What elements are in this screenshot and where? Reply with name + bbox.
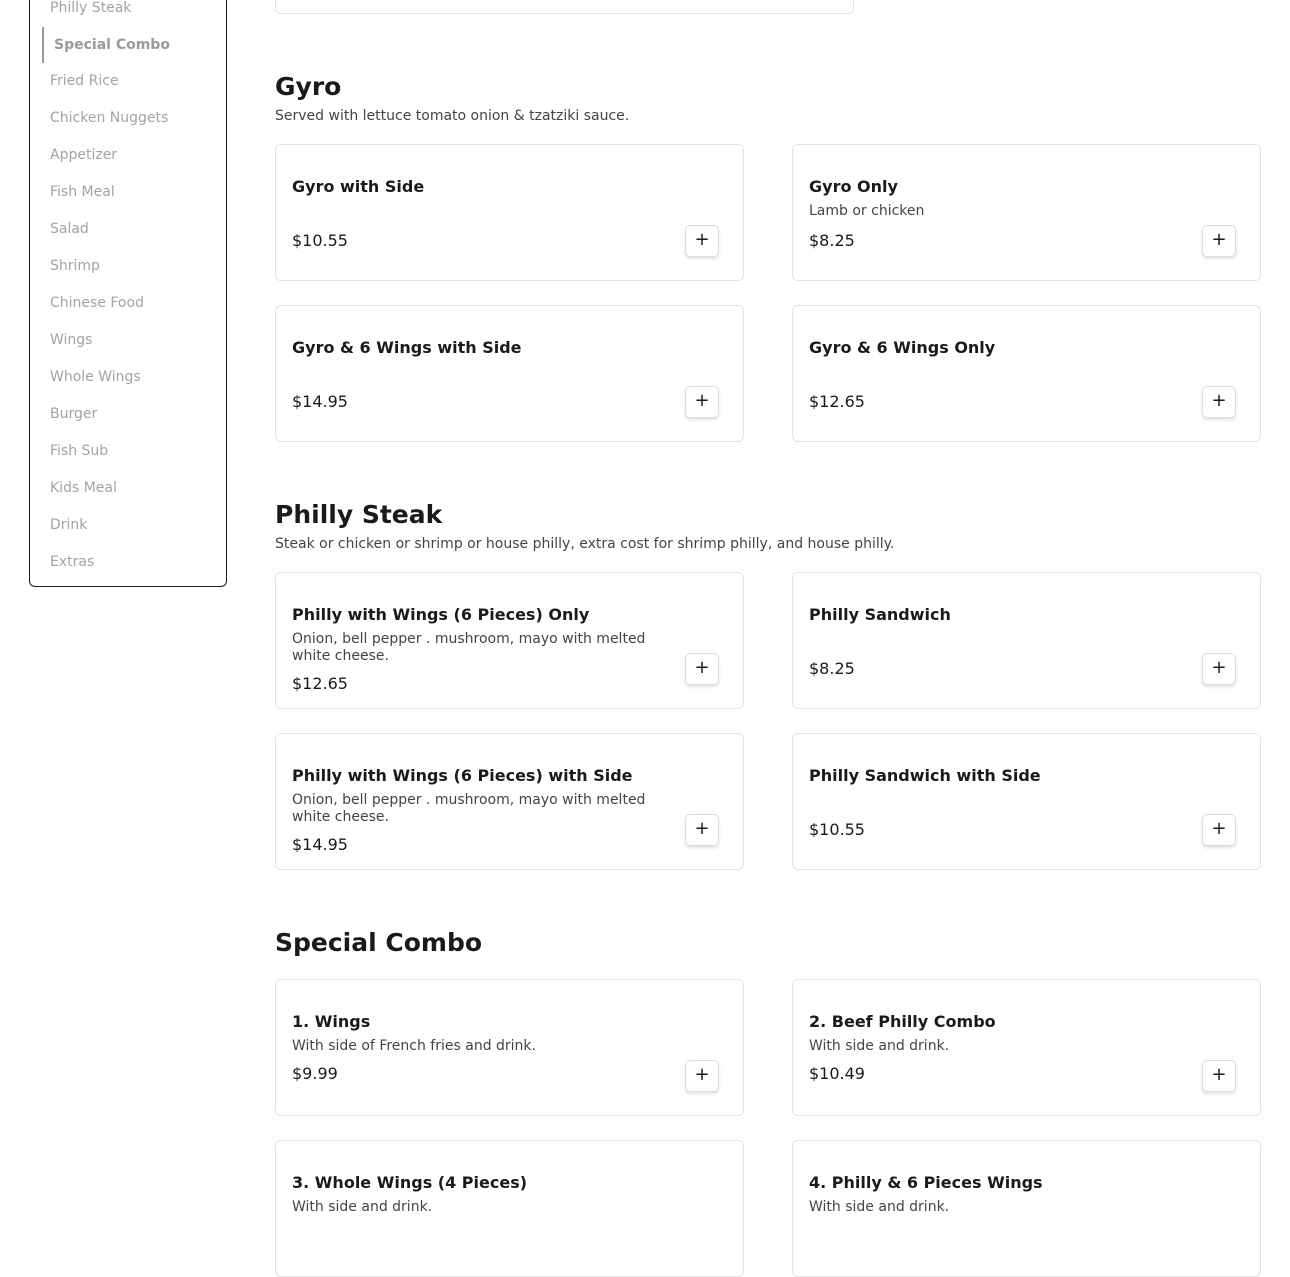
sidebar-item-kids-meal[interactable]: Kids Meal [50, 480, 117, 496]
menu-item-description: With side and drink. [809, 1199, 950, 1215]
add-to-cart-button[interactable]: + [685, 814, 719, 846]
menu-item-description: With side and drink. [292, 1199, 433, 1215]
menu-item-card[interactable] [275, 733, 744, 870]
sidebar-item-extras[interactable]: Extras [50, 554, 95, 570]
sidebar-item-drink[interactable]: Drink [50, 517, 88, 533]
add-to-cart-button[interactable]: + [1202, 814, 1236, 846]
section-title-gyro: Gyro [275, 72, 342, 101]
add-to-cart-button[interactable]: + [685, 386, 719, 418]
menu-item-card[interactable] [792, 305, 1261, 442]
menu-item-card[interactable] [792, 144, 1261, 281]
menu-item-description: Onion, bell pepper . mushroom, mayo with melted white cheese. [292, 792, 646, 825]
menu-item-name: Gyro & 6 Wings with Side [292, 338, 522, 357]
menu-item-card[interactable] [275, 572, 744, 709]
sidebar-item-shrimp[interactable]: Shrimp [50, 258, 100, 274]
category-sidebar [29, 0, 227, 587]
menu-item-name: Gyro & 6 Wings Only [809, 338, 996, 357]
add-to-cart-button[interactable]: + [1202, 1060, 1236, 1092]
menu-item-price: $12.65 [292, 674, 348, 693]
menu-item-price: $14.95 [292, 835, 348, 854]
menu-item-price: $10.55 [292, 231, 348, 250]
menu-item-card[interactable] [792, 1140, 1261, 1277]
menu-item-description: With side of French fries and drink. [292, 1038, 536, 1054]
sidebar-item-philly-steak[interactable]: Philly Steak [50, 0, 132, 16]
sidebar-item-salad[interactable]: Salad [50, 221, 89, 237]
menu-item-price: $10.49 [809, 1064, 865, 1083]
menu-item-card[interactable] [792, 979, 1261, 1116]
section-title-philly-steak: Philly Steak [275, 500, 443, 529]
sidebar-item-burger[interactable]: Burger [50, 406, 98, 422]
menu-item-price: $12.65 [809, 392, 865, 411]
menu-item-name: Gyro Only [809, 177, 898, 196]
menu-item-card[interactable] [275, 0, 854, 14]
menu-item-price: $10.55 [809, 820, 865, 839]
menu-item-name: 1. Wings [292, 1012, 371, 1031]
menu-item-name: Philly with Wings (6 Pieces) with Side [292, 766, 633, 785]
sidebar-item-wings[interactable]: Wings [50, 332, 93, 348]
sidebar-item-chicken-nuggets[interactable]: Chicken Nuggets [50, 110, 169, 126]
menu-item-price: $14.95 [292, 392, 348, 411]
menu-item-price: $8.25 [809, 231, 855, 250]
menu-item-card[interactable] [792, 733, 1261, 870]
menu-item-price: $9.99 [292, 1064, 338, 1083]
add-to-cart-button[interactable]: + [685, 1060, 719, 1092]
menu-item-description: Lamb or chicken [809, 203, 925, 219]
add-to-cart-button[interactable]: + [1202, 386, 1236, 418]
sidebar-item-fish-sub[interactable]: Fish Sub [50, 443, 109, 459]
sidebar-item-special-combo[interactable]: Special Combo [42, 27, 170, 63]
section-title-special-combo: Special Combo [275, 928, 483, 957]
menu-item-card[interactable] [275, 1140, 744, 1277]
menu-item-name: 4. Philly & 6 Pieces Wings [809, 1173, 1043, 1192]
sidebar-item-fish-meal[interactable]: Fish Meal [50, 184, 115, 200]
section-description-gyro: Served with lettuce tomato onion & tzatziki sauce. [275, 108, 630, 124]
menu-item-price: $8.25 [809, 659, 855, 678]
menu-item-card[interactable] [275, 305, 744, 442]
sidebar-item-appetizer[interactable]: Appetizer [50, 147, 118, 163]
menu-item-card[interactable] [275, 979, 744, 1116]
sidebar-item-chinese-food[interactable]: Chinese Food [50, 295, 144, 311]
section-description-philly-steak: Steak or chicken or shrimp or house philly, extra cost for shrimp philly, and house philly. [275, 536, 895, 552]
menu-item-name: Philly Sandwich with Side [809, 766, 1041, 785]
menu-item-description: Onion, bell pepper . mushroom, mayo with melted white cheese. [292, 631, 646, 664]
add-to-cart-button[interactable]: + [685, 225, 719, 257]
menu-item-card[interactable] [792, 572, 1261, 709]
sidebar-item-whole-wings[interactable]: Whole Wings [50, 369, 141, 385]
add-to-cart-button[interactable]: + [685, 653, 719, 685]
menu-item-name: Gyro with Side [292, 177, 425, 196]
menu-item-name: Philly Sandwich [809, 605, 951, 624]
add-to-cart-button[interactable]: + [1202, 653, 1236, 685]
menu-item-description: With side and drink. [809, 1038, 950, 1054]
menu-item-name: 2. Beef Philly Combo [809, 1012, 996, 1031]
sidebar-item-fried-rice[interactable]: Fried Rice [50, 73, 119, 89]
menu-item-name: 3. Whole Wings (4 Pieces) [292, 1173, 528, 1192]
menu-item-name: Philly with Wings (6 Pieces) Only [292, 605, 590, 624]
menu-item-card[interactable] [275, 144, 744, 281]
add-to-cart-button[interactable]: + [1202, 225, 1236, 257]
